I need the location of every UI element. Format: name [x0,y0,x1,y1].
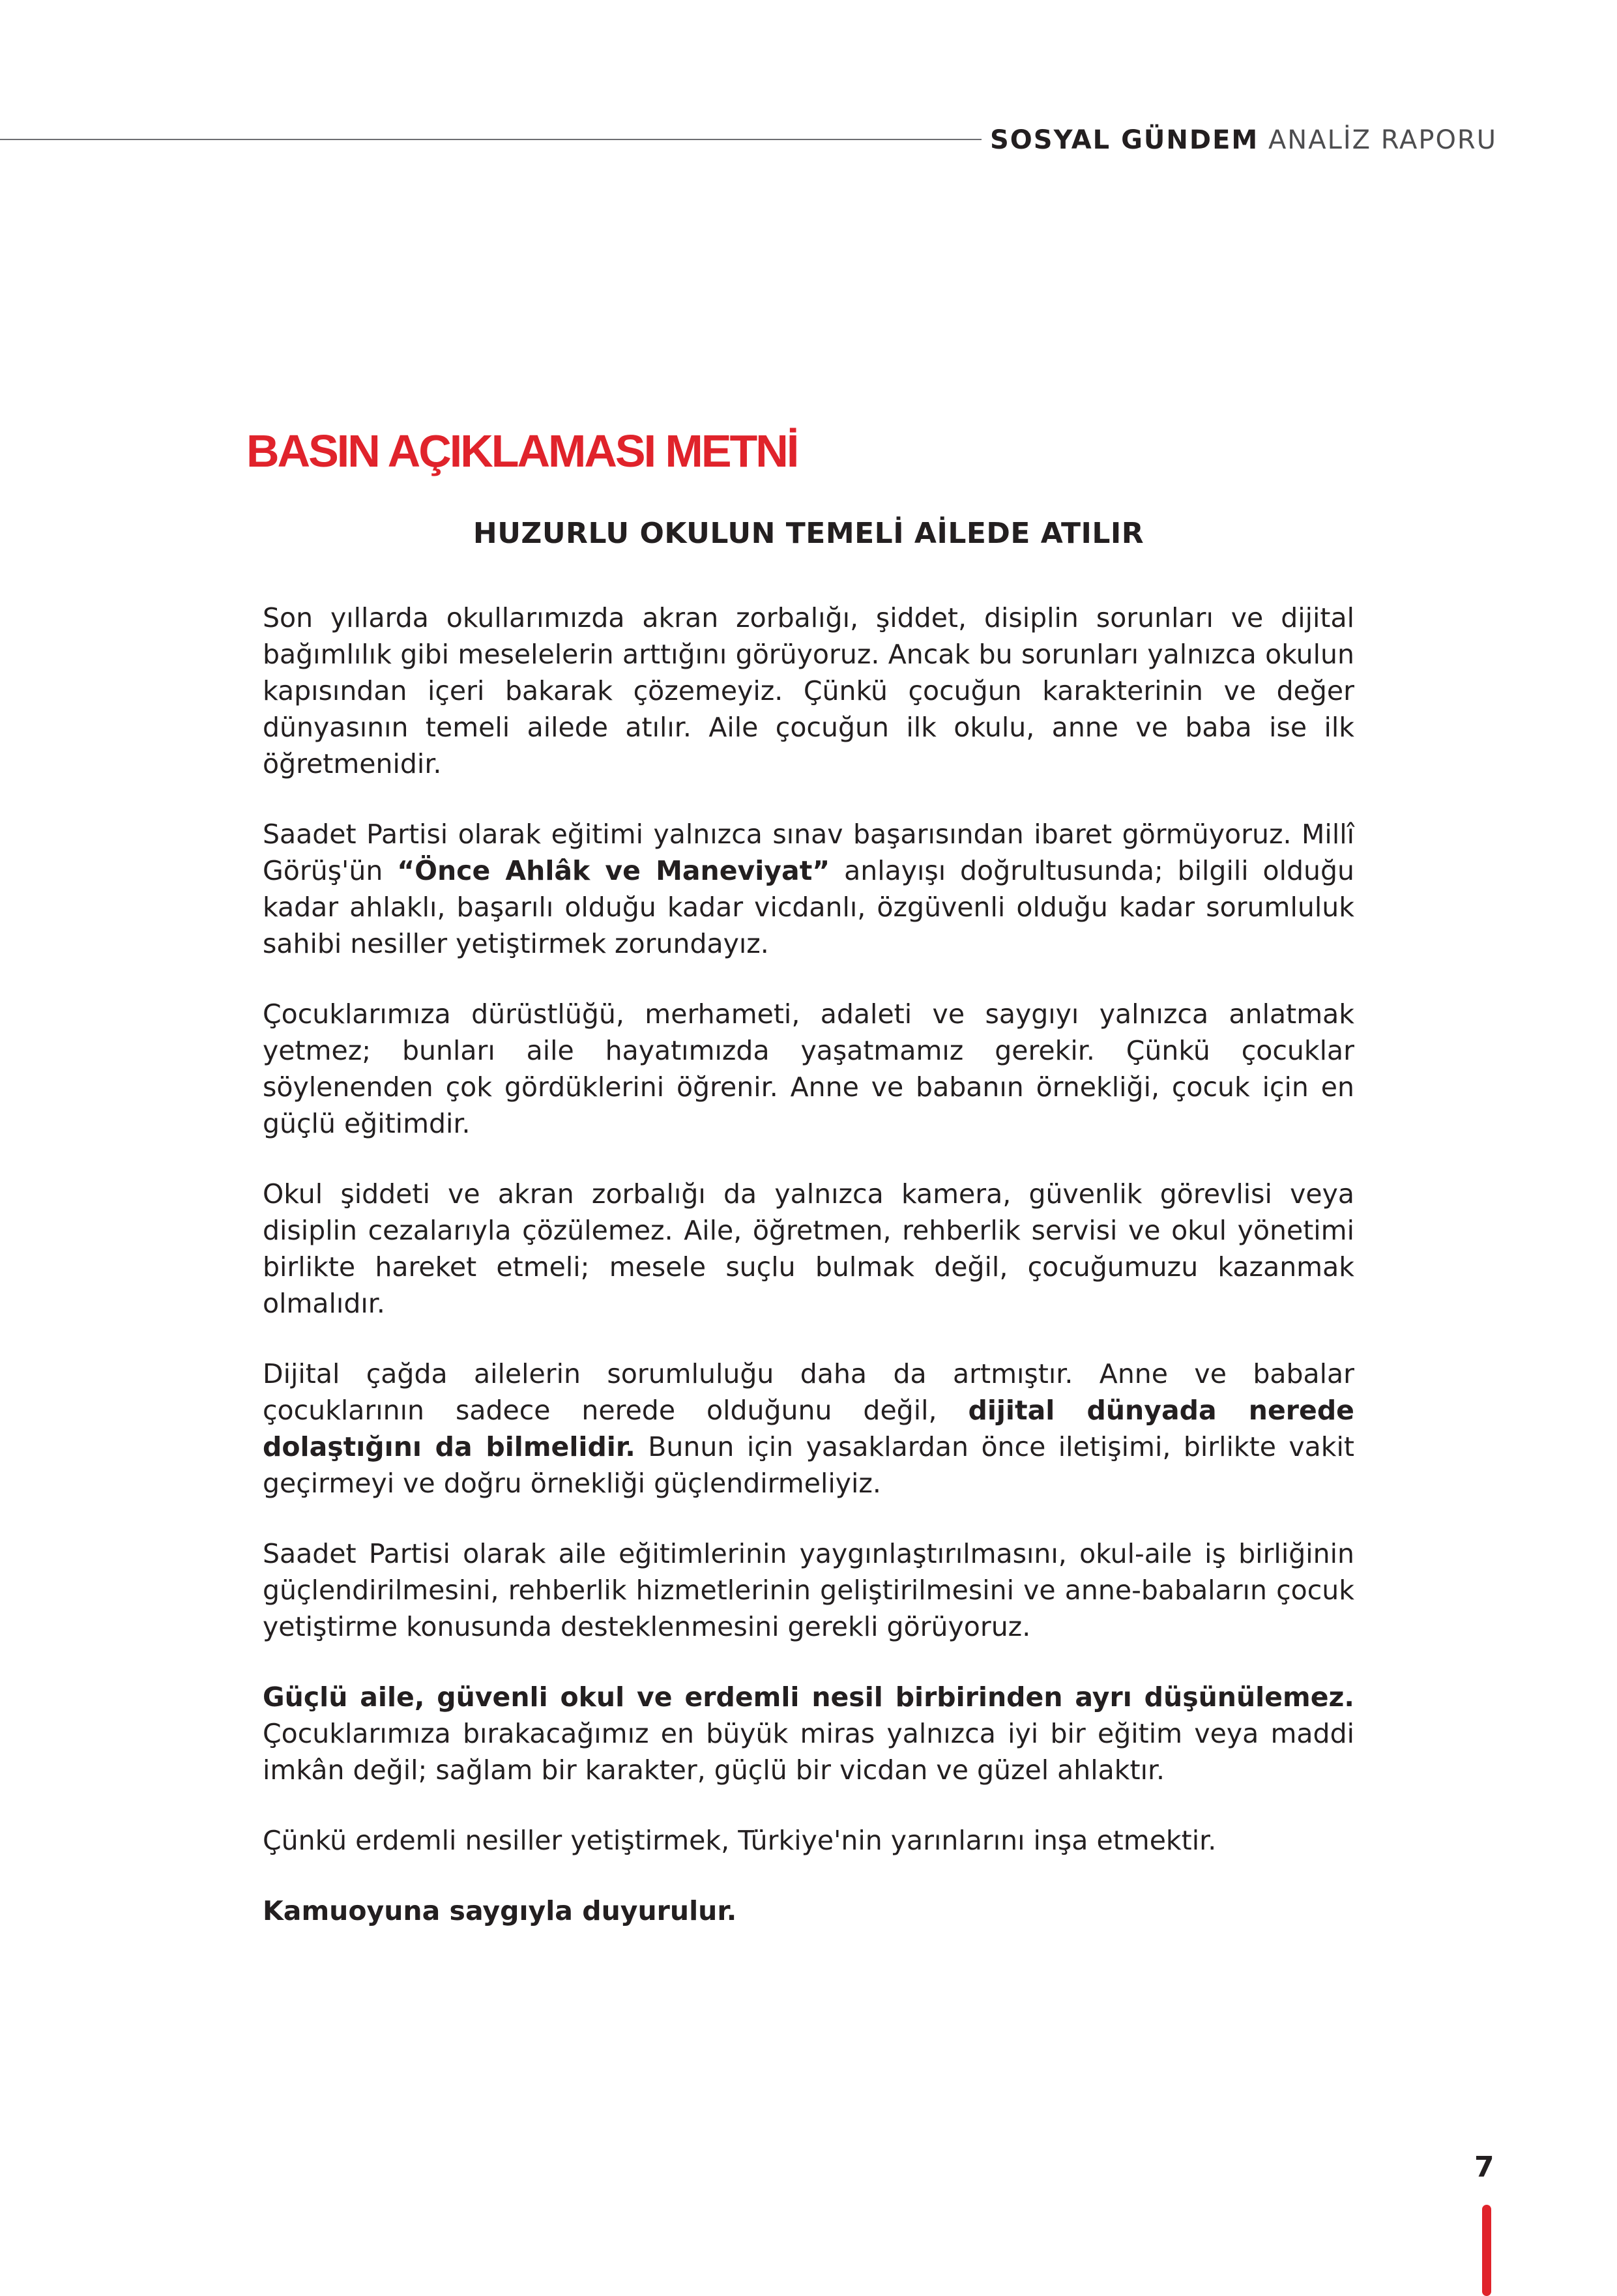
header-rule [0,139,982,140]
paragraph-5 [263,1356,1354,1502]
paragraph-2-lead: Saadet Partisi olarak eğitimi yalnızca sınav başarısından ibaret görmüyoruz. Millî Görüş'ün [263,819,1354,886]
page-accent-bar [1482,2205,1491,2296]
paragraph-2 [263,816,1354,962]
paragraph-6: Saadet Partisi olarak aile eğitimlerinin yaygınlaştırılmasını, okul-aile iş birliğinin güçlendirilmesini, rehberlik hizmetlerinin geliştirilmesini ve anne-babaların çocuk yetiştirme konusunda desteklenmesini gerekli görüyoruz. [263,1538,1354,1642]
paragraph-8: Çünkü erdemli nesiller yetiştirmek, Türkiye'nin yarınlarını inşa etmektir. [263,1825,1217,1856]
paragraph-5-rest: Bunun için yasaklardan önce iletişimi, birlikte vakit geçirmeyi ve doğru örnekliği güçlendirmeliyiz. [263,1431,1354,1499]
paragraph-5-lead: Dijital çağda ailelerin sorumluluğu daha da artmıştır. Anne ve babalar çocuklarının sadece nerede olduğunu değil, [263,1358,1354,1426]
paragraph-1: Son yıllarda okullarımızda akran zorbalığı, şiddet, disiplin sorunları ve dijital bağımlılık gibi meselelerin arttığını görüyoruz. Ancak bu sorunları yalnızca okulun kapısından içeri bakarak çözemeyiz. Çünkü çocuğun karakterinin ve değer dünyasının temeli ailede atılır. Aile çocuğun ilk okulu, anne ve baba ise ilk öğretmenidir. [263,602,1354,779]
running-header [990,125,1497,155]
paragraph-7-rest: Çocuklarımıza bırakacağımız en büyük miras yalnızca iyi bir eğitim veya maddi imkân değil; sağlam bir karakter, güçlü bir vicdan ve güzel ahlaktır. [263,1718,1354,1786]
section-title: BASIN AÇIKLAMASI METNİ [246,426,798,476]
paragraph-5-emphasis: dijital dünyada nerede dolaştığını da bilmelidir. [263,1395,1354,1462]
paragraph-2-rest: anlayışı doğrultusunda; bilgili olduğu kadar ahlaklı, başarılı olduğu kadar vicdanlı, özgüvenli olduğu kadar sorumluluk sahibi nesiller yetiştirmek zorundayız. [263,855,1354,959]
page-number: 7 [1474,2151,1494,2184]
paragraph-7 [263,1679,1354,1788]
paragraph-7-emphasis: Güçlü aile, güvenli okul ve erdemli nesil birbirinden ayrı düşünülemez. [263,1681,1354,1713]
press-release-headline: HUZURLU OKULUN TEMELİ AİLEDE ATILIR [473,517,1144,550]
press-release-body [263,600,1354,1963]
paragraph-4: Okul şiddeti ve akran zorbalığı da yalnızca kamera, güvenlik görevlisi veya disiplin cezalarıyla çözülemez. Aile, öğretmen, rehberlik servisi ve okul yönetimi birlikte hareket etmeli; mesele suçlu bulmak değil, çocuğumuzu kazanmak olmalıdır. [263,1178,1354,1319]
header-title-light: ANALİZ RAPORU [1268,125,1497,155]
header-title-bold: SOSYAL GÜNDEM [989,125,1259,155]
paragraph-3: Çocuklarımıza dürüstlüğü, merhameti, adaleti ve saygıyı yalnızca anlatmak yetmez; bunları aile hayatımızda yaşatmamız gerekir. Çünkü çocuklar söylenenden çok gördüklerini öğrenir. Anne ve babanın örnekliği, çocuk için en güçlü eğitimdir. [263,998,1354,1139]
paragraph-2-emphasis: “Önce Ahlâk ve Maneviyat” [397,855,830,886]
closing-line: Kamuoyuna saygıyla duyurulur. [263,1895,737,1926]
